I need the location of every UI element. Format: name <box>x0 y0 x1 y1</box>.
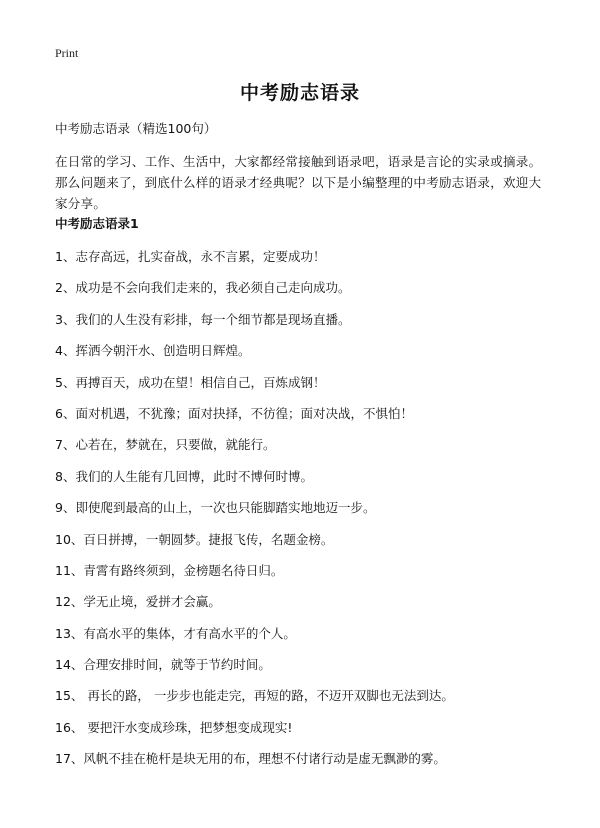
list-item: 1、志存高远，扎实奋战，永不言累，定要成功！ <box>55 249 326 264</box>
list-item: 15、 再长的路， 一步步也能走完，再短的路，不迈开双脚也无法到达。 <box>55 688 454 704</box>
quote-list <box>55 247 555 781</box>
intro-paragraph: 在日常的学习、工作、生活中，大家都经常接触到语录吧，语录是言论的实录或摘录。那么问题来了，到底什么样的语录才经典呢？以下是小编整理的中考励志语录，欢迎大家分享。 <box>55 154 542 211</box>
list-item: 17、风帆不挂在桅杆是块无用的布，理想不付诸行动是虚无飘渺的雾。 <box>55 751 446 767</box>
list-item: 7、心若在，梦就在，只要做，就能行。 <box>55 437 276 453</box>
list-item: 13、有高水平的集体，才有高水平的个人。 <box>55 625 296 641</box>
list-item: 8、我们的人生能有几回博，此时不博何时博。 <box>55 468 313 484</box>
list-item: 16、 要把汗水变成珍珠，把梦想变成现实! <box>55 719 293 735</box>
list-item: 5、再搏百天，成功在望！相信自己，百炼成钢！ <box>55 374 326 390</box>
print-link[interactable]: Print <box>55 46 79 60</box>
page-title: 中考励志语录 <box>239 82 360 104</box>
list-item: 10、百日拼搏，一朝圆梦。捷报飞传，名题金榜。 <box>55 531 334 547</box>
list-item: 6、面对机遇，不犹豫；面对抉择，不彷徨；面对决战，不惧怕！ <box>55 405 413 421</box>
list-item: 4、挥洒今朝汗水、创造明日辉煌。 <box>55 343 251 359</box>
list-item: 14、合理安排时间，就等于节约时间。 <box>55 657 271 673</box>
list-item: 11、青霄有路终须到，金榜题名待日归。 <box>55 562 284 578</box>
section-heading: 中考励志语录1 <box>55 216 139 231</box>
list-item: 9、即使爬到最高的山上，一次也只能脚踏实地地迈一步。 <box>55 500 376 516</box>
list-item: 2、成功是不会向我们走来的，我必须自己走向成功。 <box>55 280 351 296</box>
list-item: 12、学无止境，爱拼才会赢。 <box>55 594 221 610</box>
list-item: 3、我们的人生没有彩排，每一个细节都是现场直播。 <box>55 311 351 327</box>
subtitle: 中考励志语录（精选100句） <box>55 121 217 136</box>
